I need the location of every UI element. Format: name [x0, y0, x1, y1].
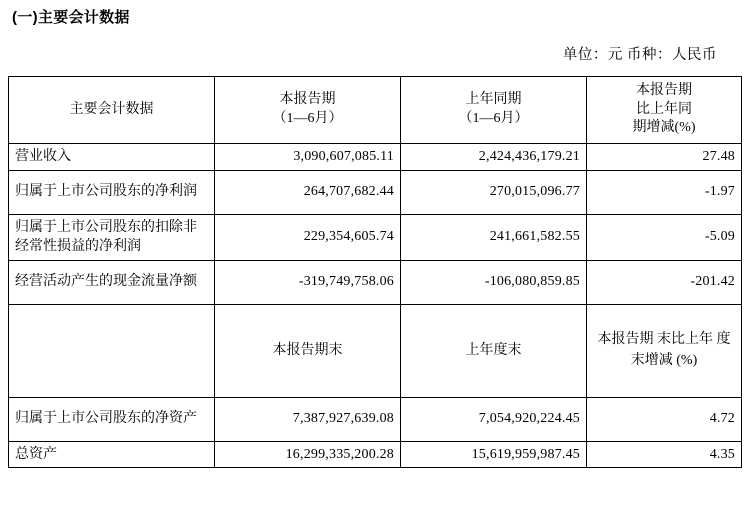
table-midsection-header-row: [9, 304, 742, 397]
midheader-cell-blank: [9, 304, 215, 397]
row-change-value: -5.09: [587, 214, 742, 260]
row-current-value: 3,090,607,085.11: [215, 144, 401, 171]
row-label: 营业收入: [9, 144, 215, 171]
row-change-value: 27.48: [587, 144, 742, 171]
row-label: 经营活动产生的现金流量净额: [9, 260, 215, 304]
row-current-value: 16,299,335,200.28: [215, 441, 401, 468]
header-cell-current-period: [215, 77, 401, 144]
header-change-line3: 期增减(%): [632, 120, 696, 136]
table-row: [9, 214, 742, 260]
unit-currency-note: 单位：元 币种：人民币: [562, 47, 717, 63]
midheader-change-line4: (%): [676, 352, 698, 368]
header-cell-change: [587, 77, 742, 144]
row-label: 归属于上市公司股东的净利润: [9, 170, 215, 214]
row-previous-value: 2,424,436,179.21: [401, 144, 587, 171]
row-previous-value: 7,054,920,224.45: [401, 397, 587, 441]
page-title: (一)主要会计数据: [12, 9, 130, 26]
row-change-value: 4.35: [587, 441, 742, 468]
row-current-value: 7,387,927,639.08: [215, 397, 401, 441]
header-cell-previous-period: [401, 77, 587, 144]
row-previous-value: 15,619,959,987.45: [401, 441, 587, 468]
header-previous-period-line1: 上年同期: [465, 92, 522, 108]
row-label: 归属于上市公司股东的净资产: [9, 397, 215, 441]
midheader-change-line3: 度末增减: [630, 332, 731, 368]
row-previous-value: 270,015,096.77: [401, 170, 587, 214]
midheader-cell-previous-year-end: 上年度末: [401, 304, 587, 397]
header-cell-metric: 主要会计数据: [9, 77, 215, 144]
row-change-value: -201.42: [587, 260, 742, 304]
midheader-change-line2: 末比上年: [657, 332, 713, 348]
main-financial-table: [8, 76, 742, 468]
document-page: [0, 6, 749, 526]
header-previous-period-line2: （1—6月）: [458, 111, 529, 126]
header-change-line2: 比上年同: [636, 101, 692, 117]
header-current-period-line1: 本报告期: [279, 92, 336, 108]
row-change-value: -1.97: [587, 170, 742, 214]
header-change-line1: 本报告期: [636, 82, 692, 98]
table-row: [9, 397, 742, 441]
row-label: 归属于上市公司股东的扣除非经常性损益的净利润: [9, 214, 215, 260]
row-current-value: 264,707,682.44: [215, 170, 401, 214]
table-row: [9, 170, 742, 214]
table-row: [9, 144, 742, 171]
row-current-value: -319,749,758.06: [215, 260, 401, 304]
row-label: 总资产: [9, 441, 215, 468]
table-row: [9, 260, 742, 304]
row-current-value: 229,354,605.74: [215, 214, 401, 260]
header-current-period-line2: （1—6月）: [272, 111, 343, 126]
row-change-value: 4.72: [587, 397, 742, 441]
midheader-cell-change: [587, 304, 742, 397]
table-header-row: [9, 77, 742, 144]
table-row: [9, 441, 742, 468]
midheader-cell-current-period-end: 本报告期末: [215, 304, 401, 397]
midheader-change-line1: 本报告期: [597, 332, 654, 348]
row-previous-value: 241,661,582.55: [401, 214, 587, 260]
row-previous-value: -106,080,859.85: [401, 260, 587, 304]
